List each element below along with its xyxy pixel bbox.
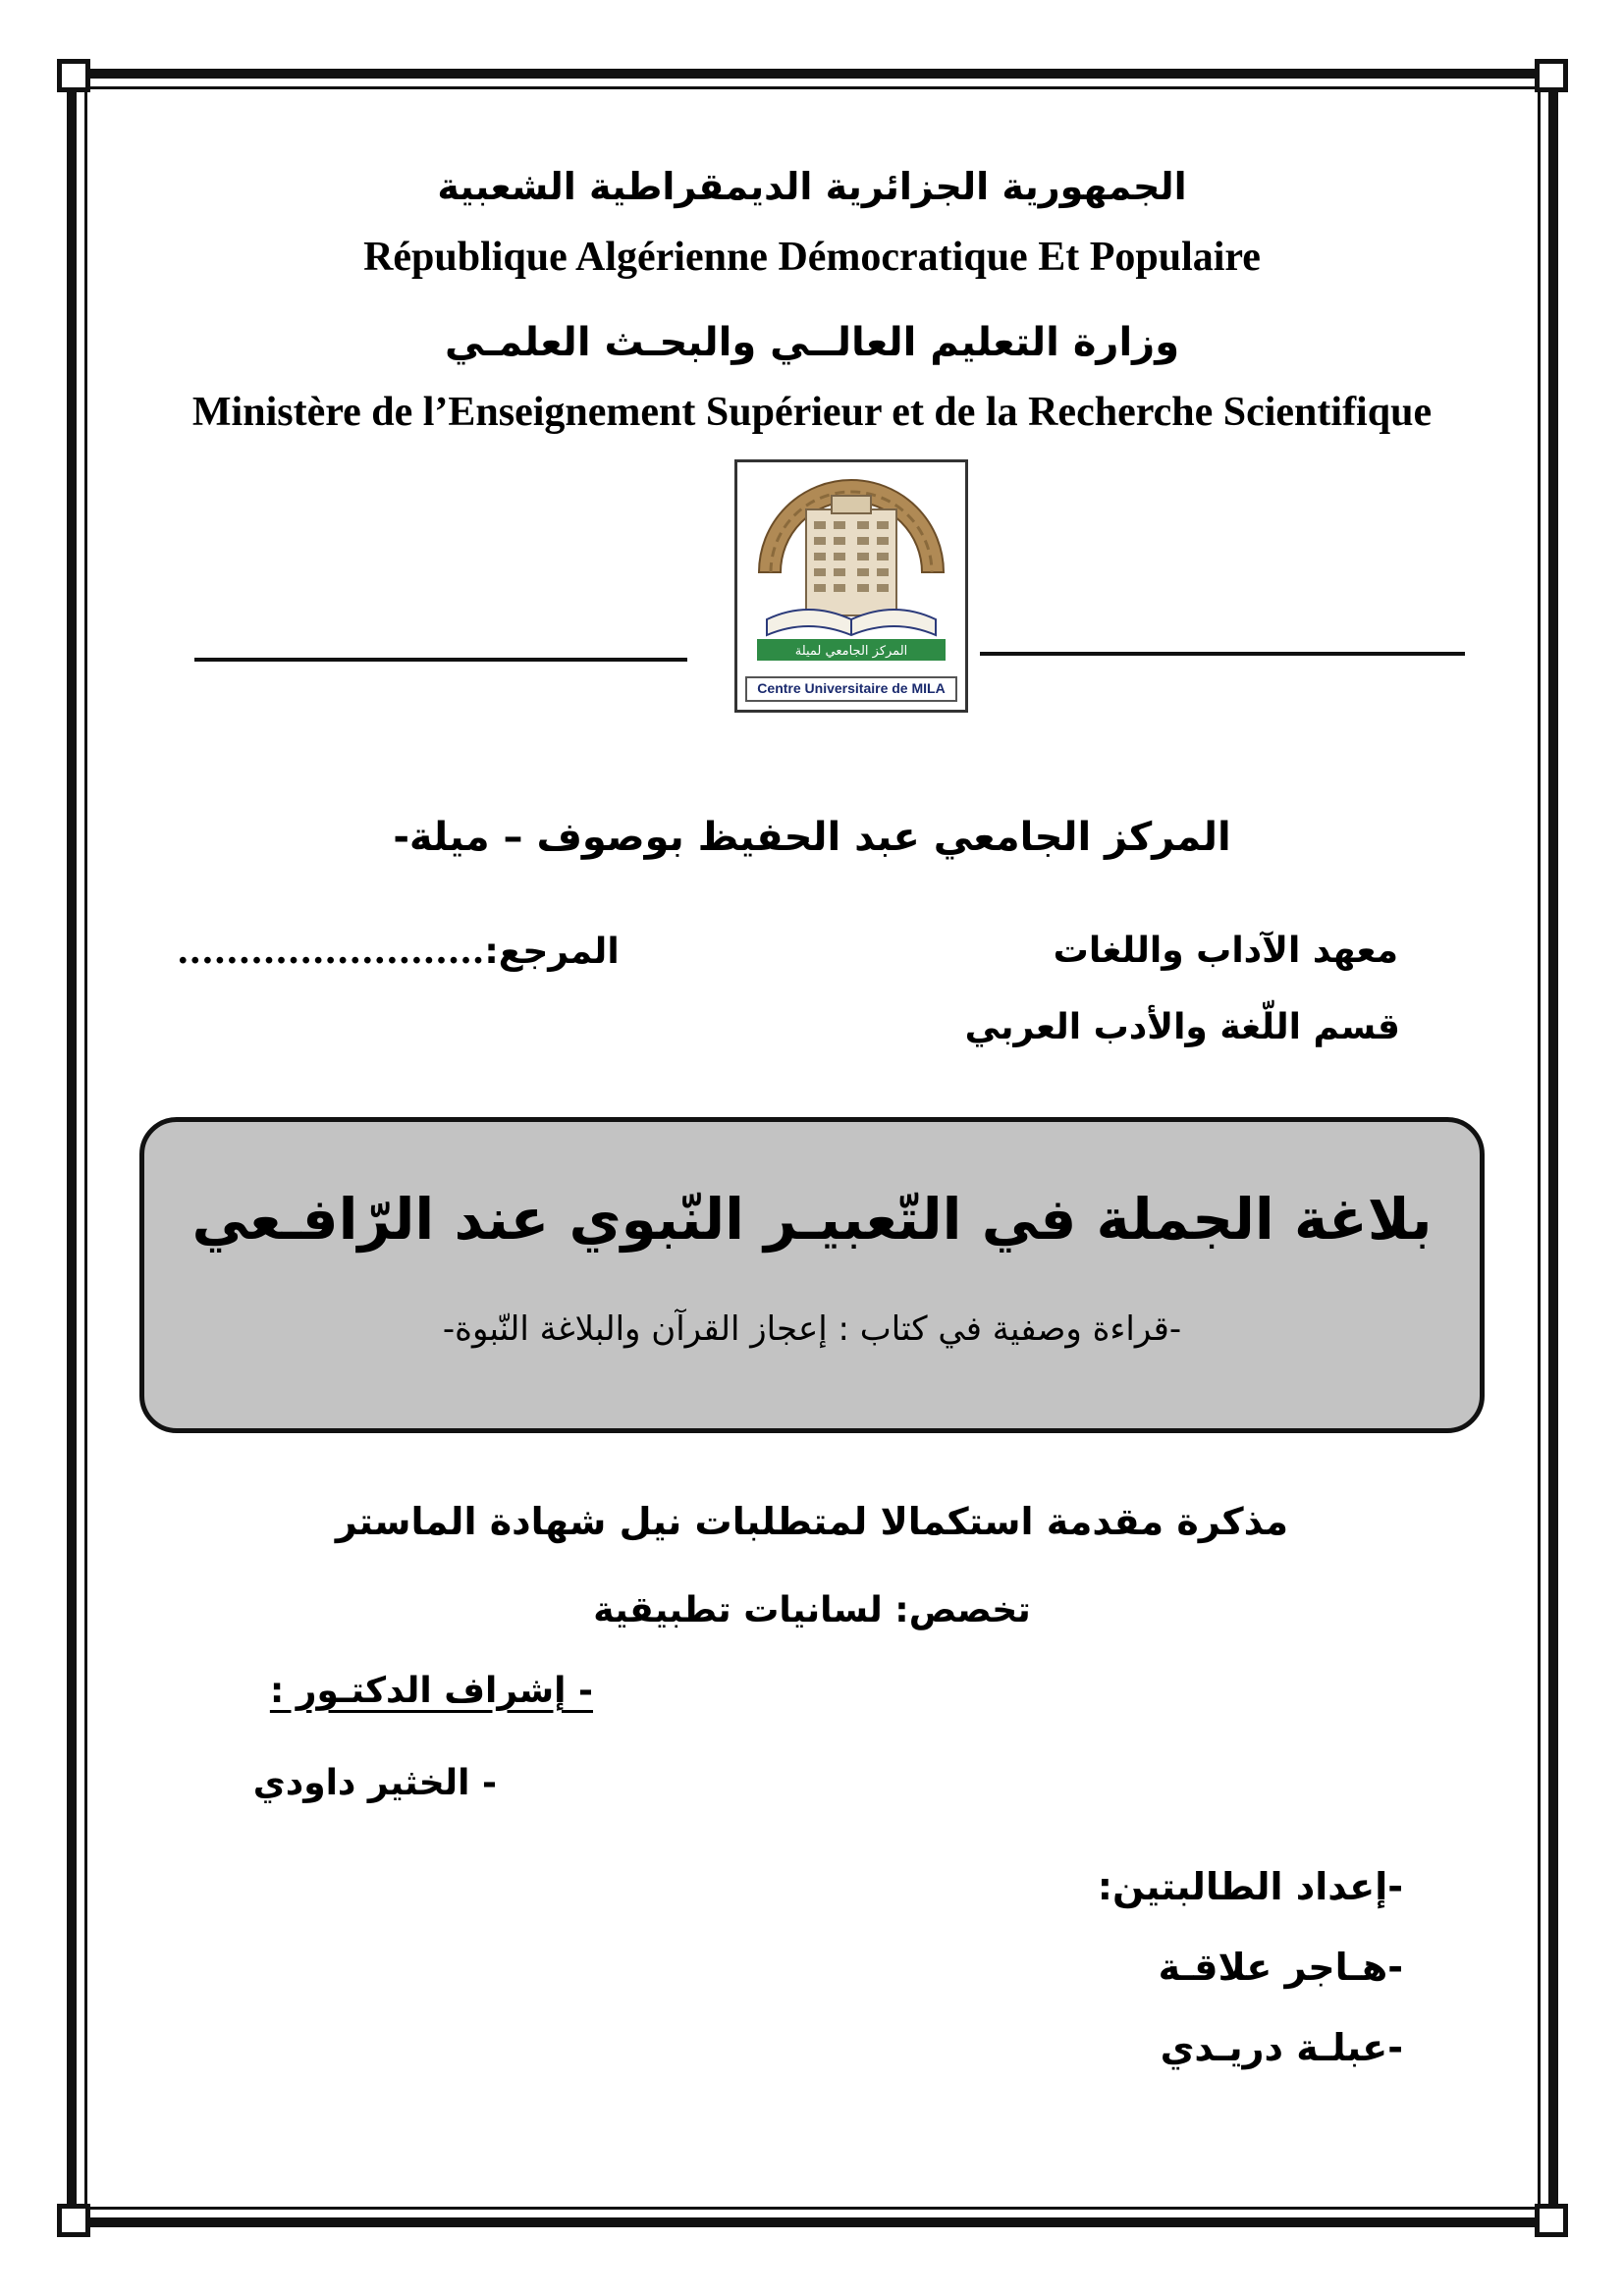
header-rule-right (980, 652, 1465, 656)
title-box (139, 1117, 1485, 1433)
logo-arabic-text: المركز الجامعي لميلة (794, 644, 908, 659)
reference-value: ......................... (177, 931, 485, 972)
republic-arabic: الجمهورية الجزائرية الديمقراطية الشعبية (437, 165, 1187, 208)
border-corner-top-left (57, 59, 90, 92)
thesis-specialty: تخصص: لسانيات تطبيقية (593, 1590, 1031, 1630)
logo-caption: Centre Universitaire de MILA (745, 676, 957, 702)
thesis-title: بلاغة الجملة في التّعبيـر النّبوي عند الرّافـعي (191, 1186, 1433, 1253)
institute-name: معهد الآداب واللغات (1053, 931, 1398, 971)
header-rule-left (194, 658, 687, 662)
reference-field (177, 931, 620, 972)
thesis-purpose: مذكرة مقدمة استكمالا لمتطلبات نيل شهادة الماستر (335, 1500, 1289, 1543)
republic-french: République Algérienne Démocratique Et Populaire (363, 235, 1261, 280)
university-building-emblem (737, 462, 965, 678)
ministry-french: Ministère de l’Enseignement Supérieur et de la Recherche Scientifique (191, 390, 1433, 435)
students-label: -إعداد الطالبتين: (1097, 1865, 1403, 1908)
thesis-subtitle: -قراءة وصفية في كتاب : إعجاز القرآن والبلاغة النّبوة- (442, 1309, 1182, 1349)
university-logo (734, 459, 968, 713)
department-name: قسم اللّغة والأدب العربي (964, 1007, 1400, 1047)
reference-label: المرجع: (484, 932, 620, 972)
border-corner-top-right (1535, 59, 1568, 92)
border-corner-bottom-right (1535, 2204, 1568, 2237)
university-center-name: المركز الجامعي عبد الحفيظ بوصوف – ميلة- (393, 815, 1231, 860)
student-name: -عبلـة دريـدي (1160, 2026, 1403, 2069)
supervisor-name: - الخثير داودي (252, 1763, 497, 1803)
ministry-arabic: وزارة التعليم العالــي والبحـث العلمـي (444, 320, 1180, 365)
border-corner-bottom-left (57, 2204, 90, 2237)
student-name: -هـاجر علاقـة (1158, 1946, 1403, 1989)
supervisor-label: - إشراف الدكتـور : (269, 1671, 593, 1711)
